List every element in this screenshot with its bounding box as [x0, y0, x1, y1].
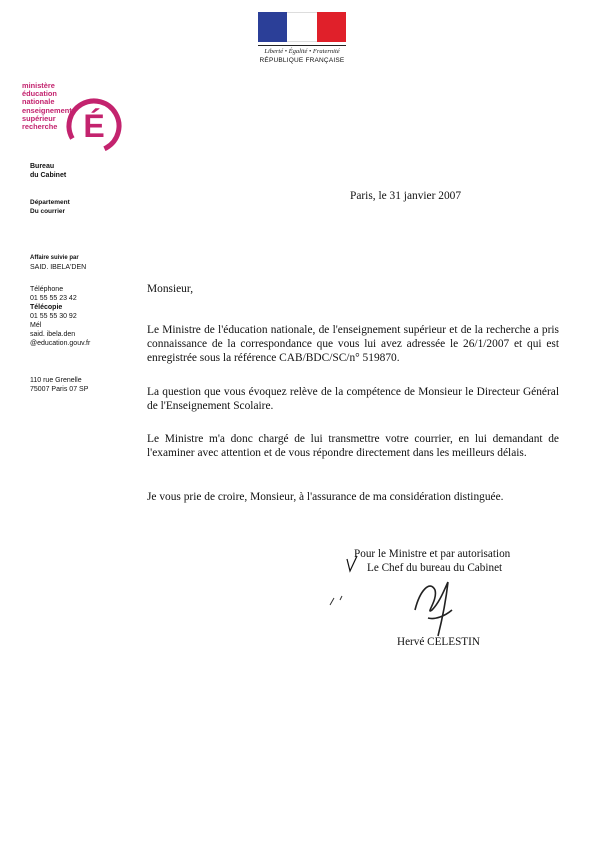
body-paragraph: La question que vous évoquez relève de la compétence de Monsieur le Directeur Général de l'Enseignement Scolaire.	[147, 386, 559, 412]
affaire-value: SAID. IBELA'DEN	[30, 264, 87, 271]
republique-francaise: RÉPUBLIQUE FRANÇAISE	[259, 57, 345, 64]
body-paragraph: Le Ministre m'a donc chargé de lui transmettre votre courrier, en lui demandant de l'examiner avec attention et de vous répondre directement dans les meilleurs délais.	[147, 433, 559, 459]
departement-line: Du courrier	[30, 208, 66, 215]
salutation: Monsieur,	[147, 283, 194, 295]
affaire-label: Affaire suivie par	[30, 255, 79, 261]
bureau-block	[30, 162, 66, 180]
bureau-line: du Cabinet	[30, 172, 67, 179]
departement-line: Département	[30, 199, 70, 206]
closing-paragraph: Je vous prie de croire, Monsieur, à l'assurance de ma considération distinguée.	[147, 491, 504, 503]
logo-line: nationale	[22, 97, 55, 107]
address-block	[30, 376, 88, 394]
address-line: 75007 Paris 07 SP	[30, 386, 89, 393]
logo-line: ministère	[22, 81, 55, 90]
mel-label: Mél	[30, 322, 42, 329]
authority-line: Pour le Ministre et par autorisation	[354, 548, 511, 560]
authority-line: Le Chef du bureau du Cabinet	[367, 562, 503, 574]
bureau-line: Bureau	[30, 163, 55, 170]
letter-date: Paris, le 31 janvier 2007	[350, 190, 462, 202]
mel-value: @education.gouv.fr	[30, 340, 91, 347]
address-line: 110 rue Grenelle	[30, 377, 82, 384]
body-paragraph: Le Ministre de l'éducation nationale, de l'enseignement supérieur et de la recherche a pris connaissance de la correspondance que vous lui avez adressée le 26/1/2007 et qui est enregistrée sous la référence CAB/BDC/SC/n° 519870.	[147, 324, 559, 364]
affaire-block	[30, 254, 86, 272]
devise: Liberté • Égalité • Fraternité	[258, 45, 346, 55]
logo-mark-letter: É	[83, 108, 105, 144]
handwritten-signature	[320, 570, 490, 640]
logo-line: éducation	[22, 89, 57, 99]
marianne-logo	[258, 12, 346, 64]
logo-line: supérieur	[22, 113, 56, 123]
telephone-value: 01 55 55 23 42	[30, 295, 77, 302]
telephone-label: Téléphone	[30, 286, 64, 293]
french-flag-icon	[258, 12, 346, 42]
logo-line: recherche	[22, 122, 58, 132]
ministry-e-mark-icon	[64, 96, 124, 156]
telecopie-value: 01 55 55 30 92	[30, 313, 77, 320]
telecopie-label: Télécopie	[30, 304, 63, 311]
mel-value: said. ibela.den	[30, 331, 76, 338]
logo-line: enseignement	[22, 105, 72, 115]
departement-block	[30, 198, 70, 216]
signatory-name: Hervé CELESTIN	[397, 636, 480, 648]
contact-block	[30, 285, 90, 348]
ministry-logo	[22, 82, 112, 152]
